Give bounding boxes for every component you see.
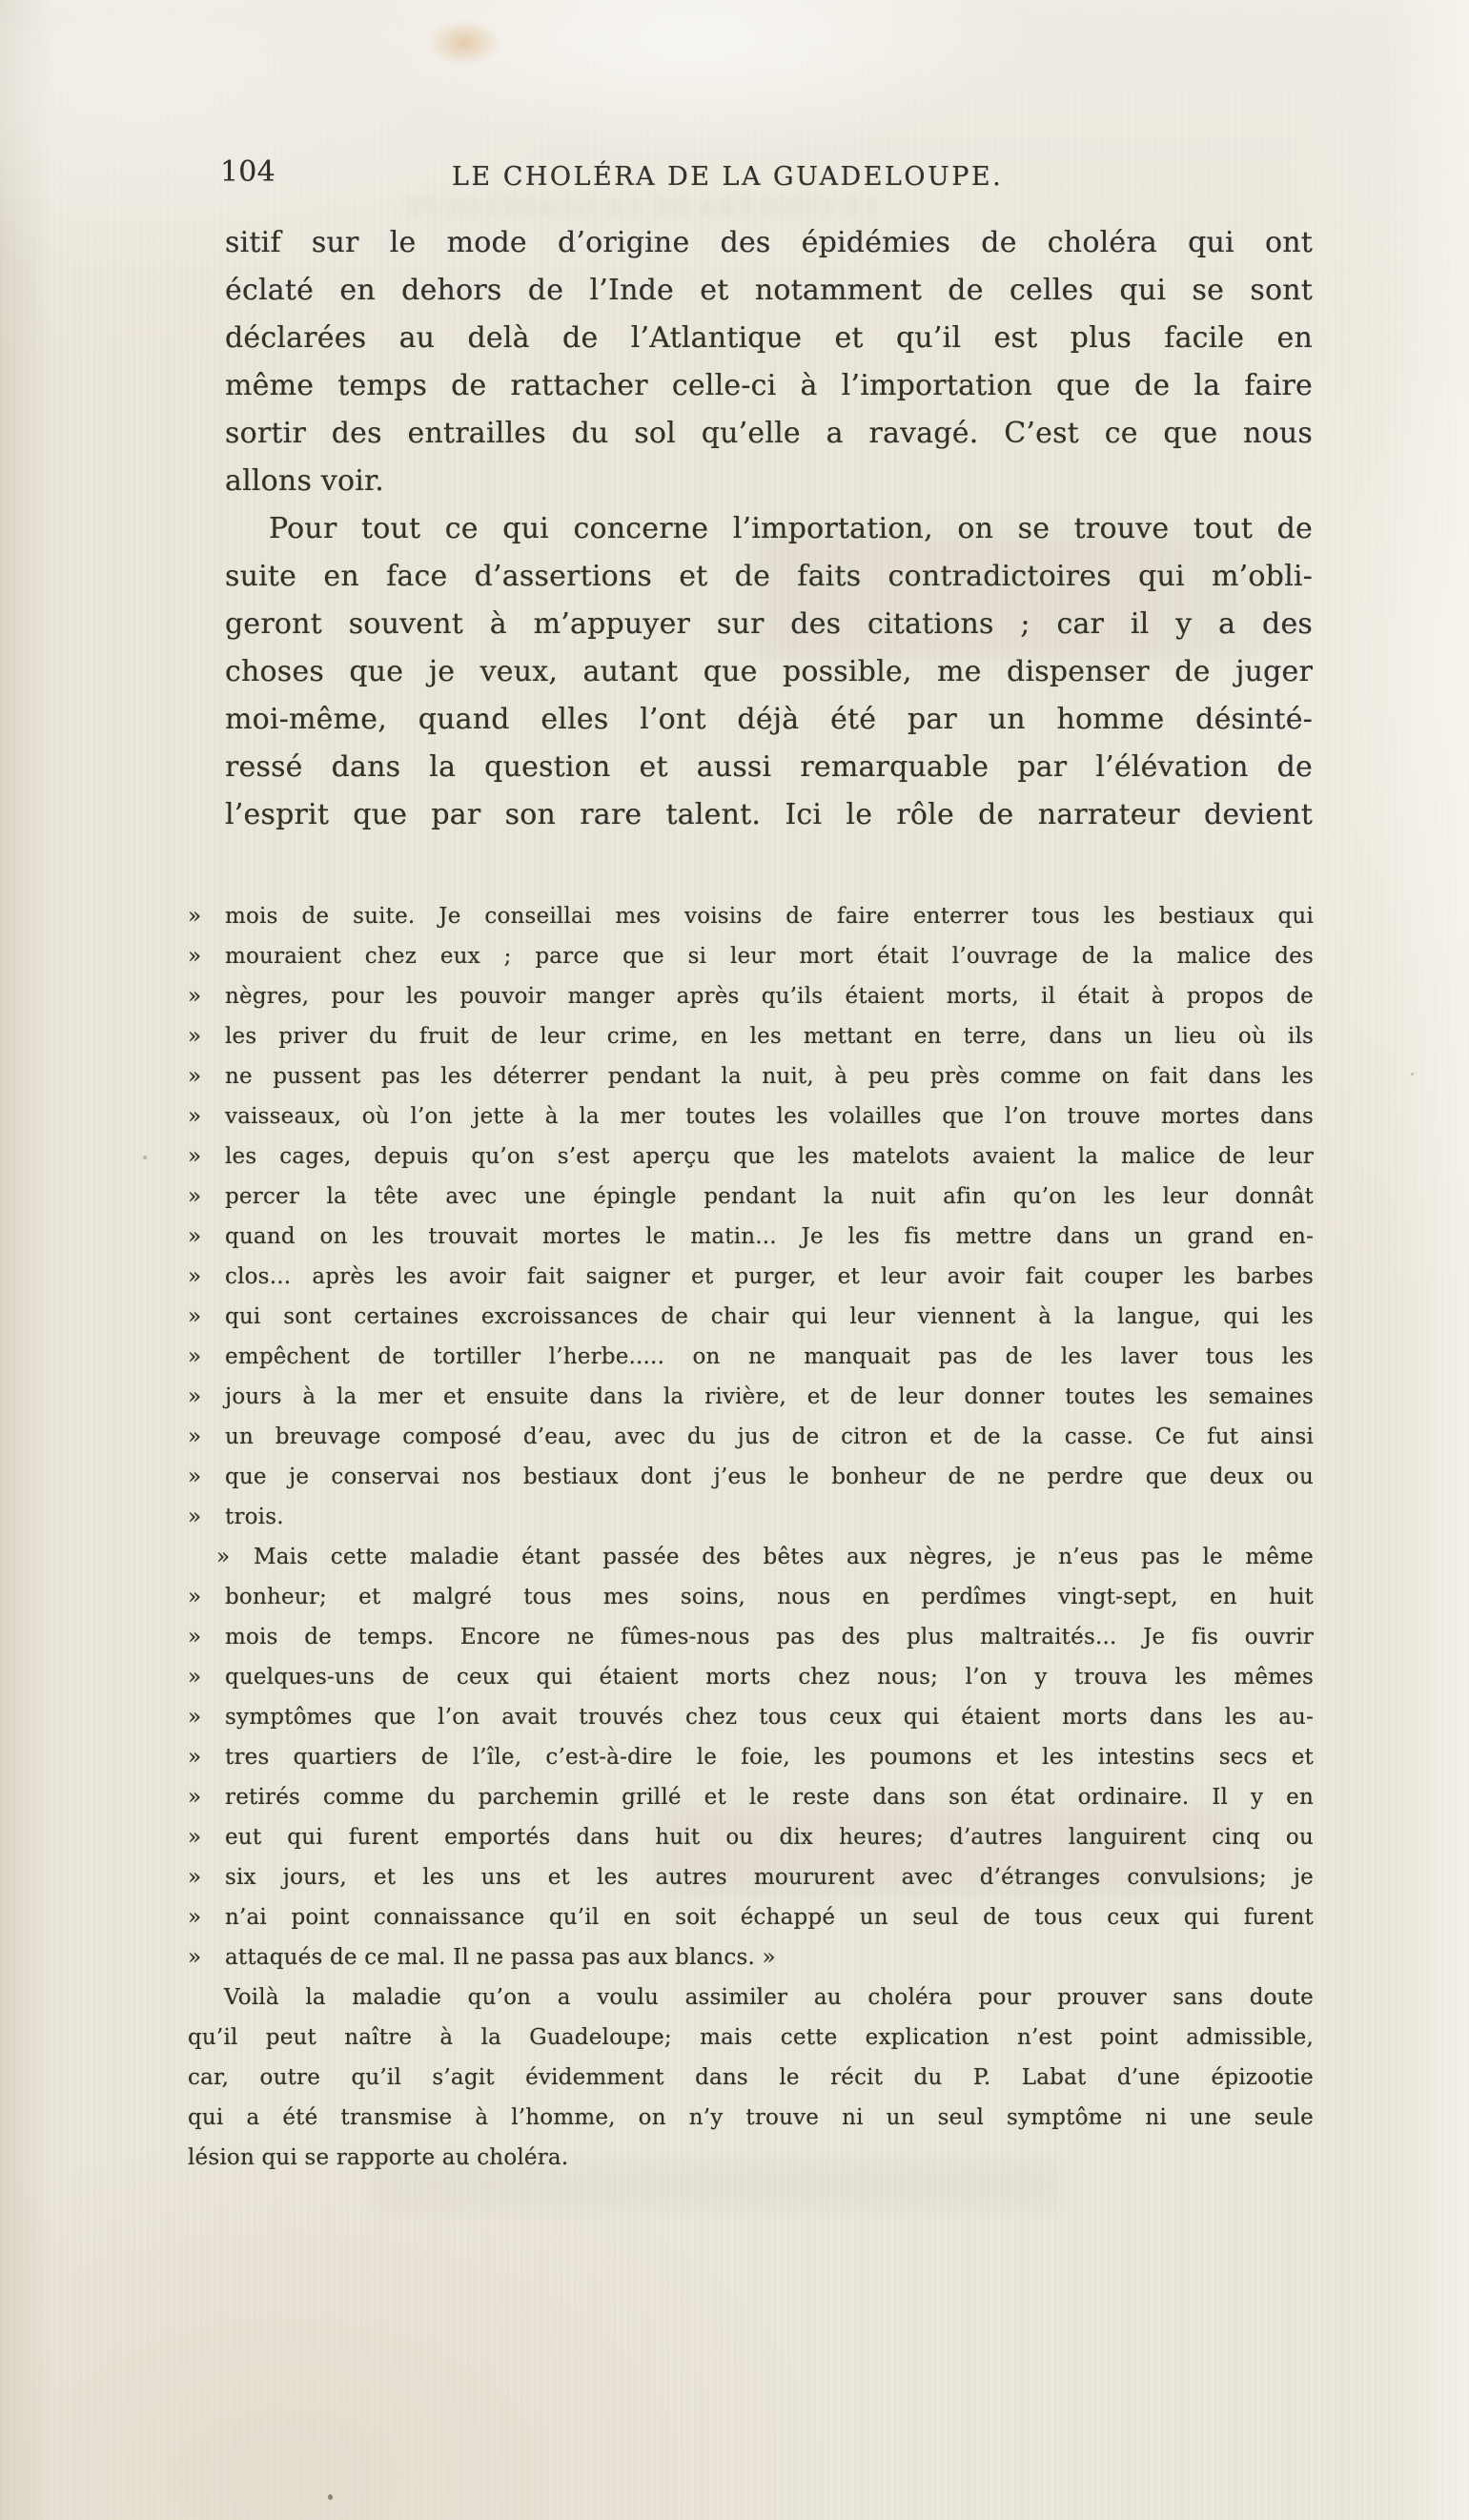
text-line bbox=[188, 1056, 1314, 1096]
quote-line-text: bonheur; et malgré tous mes soins, nous en perdîmes vingt-sept, en huit bbox=[225, 1585, 1314, 1609]
text-line bbox=[188, 1497, 1314, 1537]
text-line bbox=[188, 1377, 1314, 1417]
text-line bbox=[188, 1297, 1314, 1337]
quote-guillemet-marker: » bbox=[188, 1705, 202, 1730]
text-line bbox=[188, 1137, 1314, 1177]
quote-guillemet-marker: » bbox=[188, 1785, 202, 1810]
quote-guillemet-marker: » bbox=[188, 1024, 202, 1049]
quote-guillemet-marker: » bbox=[188, 944, 202, 969]
text-line bbox=[188, 1937, 1314, 1977]
text-line bbox=[188, 1457, 1314, 1497]
quote-line-text: mois de temps. Encore ne fûmes-nous pas des plus maltraités... Je fis ouvrir bbox=[225, 1625, 1314, 1649]
quote-guillemet-marker: » bbox=[188, 904, 202, 929]
text-line bbox=[188, 1857, 1314, 1897]
quote-line-text: quand on les trouvait mortes le matin... Je les fis mettre dans un grand en- bbox=[225, 1224, 1314, 1249]
text-line: lésion qui se rapporte au choléra. bbox=[188, 2145, 569, 2170]
quote-guillemet-marker: » bbox=[188, 1344, 202, 1369]
quote-guillemet-marker: » bbox=[188, 1945, 202, 1970]
text-line: qui a été transmise à l’homme, on n’y trouve ni un seul symptôme ni une seule bbox=[188, 2105, 1314, 2130]
quote-line-text: un breuvage composé d’eau, avec du jus de citron et de la casse. Ce fut ainsi bbox=[225, 1424, 1314, 1449]
text-line bbox=[188, 1657, 1314, 1697]
quote-guillemet-marker: » bbox=[188, 1064, 202, 1089]
text-line: qu’il peut naître à la Guadeloupe; mais cette explication n’est point admissible, bbox=[188, 2025, 1314, 2050]
text-line: geront souvent à m’appuyer sur des citations ; car il y a des bbox=[225, 607, 1313, 641]
quote-line-text: clos... après les avoir fait saigner et purger, et leur avoir fait couper les barbes bbox=[225, 1264, 1314, 1289]
text-line: éclaté en dehors de l’Inde et notamment de celles qui se sont bbox=[225, 274, 1313, 307]
text-line: suite en face d’assertions et de faits contradictoires qui m’obli- bbox=[225, 560, 1313, 593]
quote-line-text: mois de suite. Je conseillai mes voisins de faire enterrer tous les bestiaux qui bbox=[225, 904, 1314, 929]
quote-line-text: tres quartiers de l’île, c’est-à-dire le foie, les poumons et les intestins secs et bbox=[225, 1745, 1314, 1770]
quote-guillemet-marker: » bbox=[188, 1144, 202, 1169]
text-line bbox=[188, 1337, 1314, 1377]
text-line: moi-même, quand elles l’ont déjà été par un homme désinté- bbox=[225, 703, 1313, 736]
quote-line-text: les priver du fruit de leur crime, en les mettant en terre, dans un lieu où ils bbox=[225, 1024, 1314, 1049]
text-line: sitif sur le mode d’origine des épidémies de choléra qui ont bbox=[225, 226, 1313, 259]
quote-guillemet-marker: » bbox=[188, 984, 202, 1009]
main-text-block bbox=[225, 219, 1313, 839]
quote-line-text: quelques-uns de ceux qui étaient morts chez nous; l’on y trouva les mêmes bbox=[225, 1665, 1314, 1690]
quote-guillemet-marker: » bbox=[188, 1905, 202, 1930]
quote-guillemet-marker: » bbox=[188, 1745, 202, 1770]
quote-guillemet-marker: » bbox=[188, 1665, 202, 1690]
quote-guillemet-marker: » bbox=[188, 1264, 202, 1289]
quote-guillemet-marker: » bbox=[188, 1184, 202, 1209]
quote-guillemet-marker: » bbox=[216, 1545, 231, 1569]
running-title: LE CHOLÉRA DE LA GUADELOUPE. bbox=[452, 162, 1004, 192]
text-line: déclarées au delà de l’Atlantique et qu’il est plus facile en bbox=[225, 321, 1313, 355]
text-line: allons voir. bbox=[225, 464, 384, 498]
text-line bbox=[188, 1417, 1314, 1457]
quote-guillemet-marker: » bbox=[188, 1104, 202, 1129]
text-line bbox=[188, 1577, 1314, 1617]
quote-line-text: nègres, pour les pouvoir manger après qu’ils étaient morts, il était à propos de bbox=[225, 984, 1314, 1009]
text-line bbox=[188, 1016, 1314, 1056]
text-line bbox=[188, 976, 1314, 1016]
quote-guillemet-marker: » bbox=[188, 1384, 202, 1409]
quote-line-text: vaisseaux, où l’on jette à la mer toutes les volailles que l’on trouve mortes dans bbox=[225, 1104, 1314, 1129]
text-line: sortir des entrailles du sol qu’elle a ravagé. C’est ce que nous bbox=[225, 417, 1313, 450]
quote-guillemet-marker: » bbox=[188, 1424, 202, 1449]
quote-guillemet-marker: » bbox=[188, 1224, 202, 1249]
verso-showthrough-ghost: LE CHOLÉRA DE LA GUADELOUPE. bbox=[393, 195, 877, 221]
quote-line-text: n’ai point connaissance qu’il en soit échappé un seul de tous ceux qui furent bbox=[225, 1905, 1314, 1930]
text-line bbox=[188, 1617, 1314, 1657]
quote-line-text: ne pussent pas les déterrer pendant la nuit, à peu près comme on fait dans les bbox=[225, 1064, 1314, 1089]
text-line: Pour tout ce qui concerne l’importation, on se trouve tout de bbox=[269, 512, 1313, 545]
text-line bbox=[188, 1096, 1314, 1137]
quote-guillemet-marker: » bbox=[188, 1585, 202, 1609]
quote-line-text: attaqués de ce mal. Il ne passa pas aux blancs. » bbox=[225, 1945, 776, 1970]
quote-line-text: eut qui furent emportés dans huit ou dix heures; d’autres languirent cinq ou bbox=[225, 1825, 1314, 1850]
quote-line-text: que je conservai nos bestiaux dont j’eus le bonheur de ne perdre que deux ou bbox=[225, 1465, 1314, 1489]
page-number: 104 bbox=[220, 155, 275, 189]
quote-guillemet-marker: » bbox=[188, 1505, 202, 1529]
quote-line-text: trois. bbox=[225, 1505, 284, 1529]
text-line bbox=[188, 896, 1314, 936]
quote-line-text: empêchent de tortiller l’herbe..... on ne manquait pas de les laver tous les bbox=[225, 1344, 1314, 1369]
text-line: choses que je veux, autant que possible, me dispenser de juger bbox=[225, 655, 1313, 688]
quote-line-text: qui sont certaines excroissances de chair qui leur viennent à la langue, qui les bbox=[225, 1304, 1314, 1329]
text-line: l’esprit que par son rare talent. Ici le rôle de narrateur devient bbox=[225, 798, 1313, 831]
quote-line-text: percer la tête avec une épingle pendant la nuit afin qu’on les leur donnât bbox=[225, 1184, 1314, 1209]
quote-line-text: Mais cette maladie étant passée des bêtes aux nègres, je n’eus pas le même bbox=[254, 1545, 1314, 1569]
text-line bbox=[188, 1817, 1314, 1857]
quote-guillemet-marker: » bbox=[188, 1465, 202, 1489]
quote-line-text: mouraient chez eux ; parce que si leur mort était l’ouvrage de la malice des bbox=[225, 944, 1314, 969]
text-line bbox=[188, 1737, 1314, 1777]
quote-guillemet-marker: » bbox=[188, 1825, 202, 1850]
quote-line-text: les cages, depuis qu’on s’est aperçu que les matelots avaient la malice de leur bbox=[225, 1144, 1314, 1169]
text-line bbox=[188, 1897, 1314, 1937]
text-line bbox=[188, 1777, 1314, 1817]
text-line bbox=[188, 936, 1314, 976]
text-line bbox=[188, 1257, 1314, 1297]
text-line bbox=[188, 1177, 1314, 1217]
text-line: car, outre qu’il s’agit évidemment dans le récit du P. Labat d’une épizootie bbox=[188, 2065, 1314, 2090]
footnote-quotation-block bbox=[188, 896, 1314, 1977]
text-line: Voilà la maladie qu’on a voulu assimiler au choléra pour prouver sans doute bbox=[224, 1985, 1314, 2010]
quote-line-text: symptômes que l’on avait trouvés chez tous ceux qui étaient morts dans les au- bbox=[225, 1705, 1314, 1730]
quote-line-text: retirés comme du parchemin grillé et le reste dans son état ordinaire. Il y en bbox=[225, 1785, 1314, 1810]
text-line bbox=[188, 1697, 1314, 1737]
ink-speck bbox=[143, 1156, 147, 1159]
text-line: ressé dans la question et aussi remarquable par l’élévation de bbox=[225, 750, 1313, 784]
quote-line-text: jours à la mer et ensuite dans la rivière, et de leur donner toutes les semaines bbox=[225, 1384, 1314, 1409]
text-line bbox=[188, 1217, 1314, 1257]
ink-speck bbox=[328, 2494, 333, 2500]
quote-guillemet-marker: » bbox=[188, 1304, 202, 1329]
text-line bbox=[188, 1537, 1314, 1577]
quote-guillemet-marker: » bbox=[188, 1625, 202, 1649]
quote-guillemet-marker: » bbox=[188, 1865, 202, 1890]
text-line: même temps de rattacher celle-ci à l’importation que de la faire bbox=[225, 369, 1313, 402]
quote-line-text: six jours, et les uns et les autres moururent avec d’étranges convulsions; je bbox=[225, 1865, 1314, 1890]
ink-speck bbox=[1411, 1073, 1414, 1076]
closing-paragraph-block bbox=[188, 1977, 1314, 2178]
